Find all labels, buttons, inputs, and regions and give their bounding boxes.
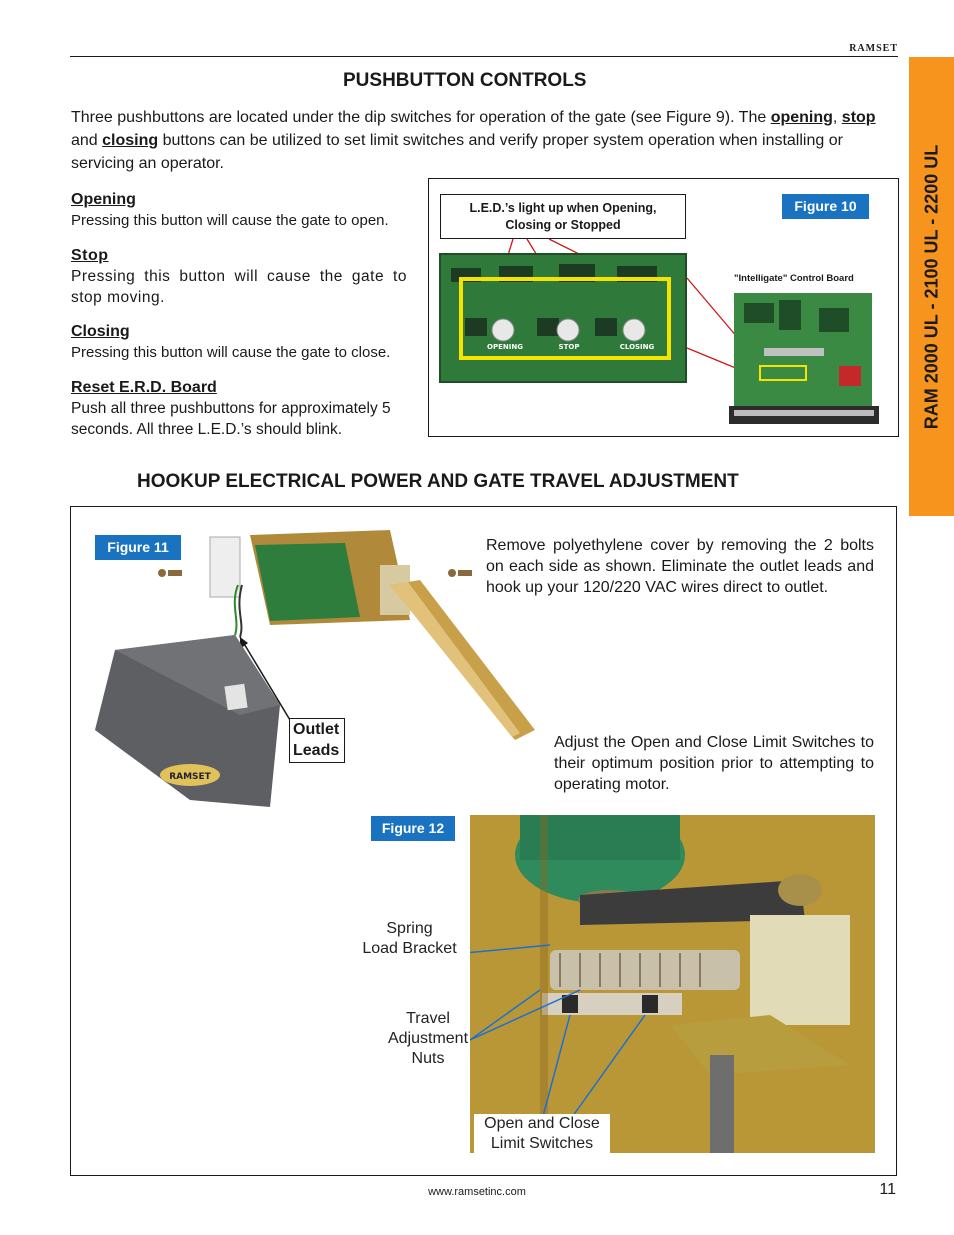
intro-comma: , <box>832 109 842 126</box>
side-tab <box>909 57 954 516</box>
intro-closing: closing <box>102 132 159 149</box>
header-rule <box>70 56 898 57</box>
section-text: Pressing this button will cause the gate to open. <box>71 212 389 229</box>
opening-button <box>492 319 514 341</box>
led-callout-line-2: Closing or Stopped <box>505 218 621 232</box>
board-label-stop: STOP <box>558 343 580 351</box>
figure-10-tag: Figure 10 <box>782 194 869 219</box>
limit-switches-label <box>474 1114 610 1154</box>
board-label-opening: OPENING <box>487 343 523 351</box>
section-text: Pressing this button will cause the gate to close. <box>71 344 391 361</box>
spring-label-line-2: Load Bracket <box>362 940 457 957</box>
page-number: 11 <box>879 1181 896 1198</box>
board-label-closing: CLOSING <box>619 343 655 351</box>
outlet-leads-label <box>289 718 345 763</box>
figure-10-illustration <box>439 238 879 433</box>
cover-instructions: Remove polyethylene cover by removing the 2 bolts on each side as shown. Eliminate the outlet leads and hook up your 120/220 VAC wires direct to outlet. <box>486 537 874 596</box>
led-callout-line-1: L.E.D.’s light up when Opening, <box>469 201 657 215</box>
figure-11-tag: Figure 11 <box>95 535 181 560</box>
intro-text-3: buttons can be utilized to set limit switches and verify proper system operation when installing or servicing an operator. <box>71 132 843 172</box>
adjust-instructions: Adjust the Open and Close Limit Switches to their optimum position prior to attempting to operating motor. <box>554 734 874 793</box>
travel-label-line-2: Adjustment <box>387 1030 469 1047</box>
section-heading: Stop <box>71 247 109 264</box>
header-brand: RAMSET <box>849 43 898 54</box>
section-heading: Reset E.R.D. Board <box>71 379 217 396</box>
figure-11-illustration <box>90 525 550 815</box>
ramset-logo-text: RAMSET <box>169 772 211 782</box>
section-text: Push all three pushbuttons for approximately 5 seconds. All three L.E.D.’s should blink. <box>71 400 391 438</box>
spring-load-bracket-label <box>352 919 467 959</box>
section-opening <box>71 189 407 231</box>
closing-button <box>623 319 645 341</box>
section-heading: Opening <box>71 191 136 208</box>
section-text: Pressing this button will cause the gate to stop moving. <box>71 268 407 306</box>
intro-paragraph <box>71 106 897 175</box>
section-heading: Closing <box>71 323 130 340</box>
figure-12-illustration <box>470 815 875 1153</box>
section-stop <box>71 245 407 308</box>
gearbox <box>750 915 850 1025</box>
chain <box>710 1055 734 1153</box>
outlet-leads-line-1: Outlet <box>293 721 340 738</box>
board-label: "Intelligate" Control Board <box>734 273 854 284</box>
intro-opening: opening <box>770 109 833 126</box>
stop-button <box>557 319 579 341</box>
spring <box>550 950 740 990</box>
control-board <box>255 543 360 621</box>
footer-url: www.ramsetinc.com <box>428 1186 526 1198</box>
limit-label-line-1: Open and Close <box>484 1115 600 1132</box>
travel-adjustment-nuts-label <box>380 1009 476 1069</box>
section-closing <box>71 321 407 363</box>
travel-label-line-3: Nuts <box>411 1050 445 1067</box>
intro-stop: stop <box>841 109 876 126</box>
travel-label-line-1: Travel <box>406 1010 450 1027</box>
pushbutton-title: PUSHBUTTON CONTROLS <box>343 70 587 91</box>
outlet-leads-line-2: Leads <box>293 742 340 759</box>
intro-text-1: Three pushbuttons are located under the dip switches for operation of the gate (see Figure 9). The <box>71 109 771 126</box>
section-reset <box>71 377 407 440</box>
limit-label-line-2: Limit Switches <box>490 1135 594 1152</box>
led-callout <box>440 194 686 239</box>
side-tab-text: RAM 2000 UL - 2100 UL - 2200 UL <box>921 144 941 429</box>
spring-label-line-1: Spring <box>386 920 433 937</box>
intro-text-2: and <box>71 132 103 149</box>
hookup-title: HOOKUP ELECTRICAL POWER AND GATE TRAVEL ADJUSTMENT <box>137 471 739 492</box>
figure-12-tag: Figure 12 <box>371 816 455 841</box>
